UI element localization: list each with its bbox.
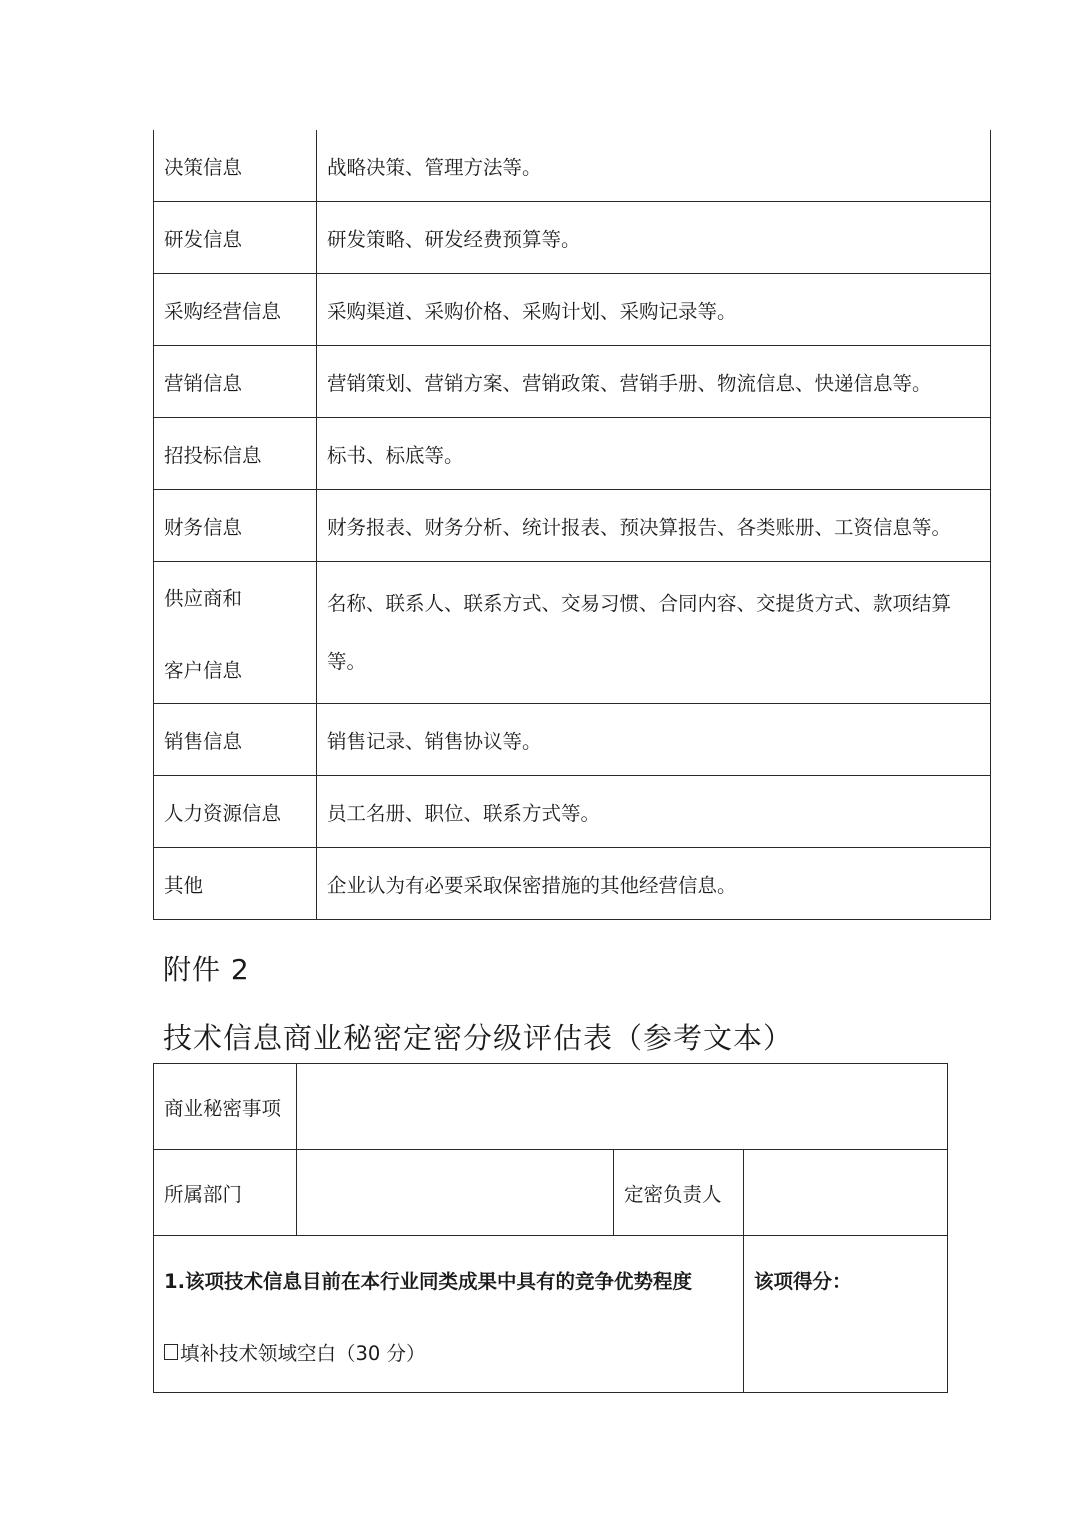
info-description: 员工名册、职位、联系方式等。 [317,776,991,848]
question-1-option-label: 填补技术领域空白（30 分） [180,1342,426,1365]
info-description: 标书、标底等。 [317,418,991,490]
business-info-table [153,130,991,920]
secret-item-label: 商业秘密事项 [154,1064,297,1150]
info-description: 销售记录、销售协议等。 [317,704,991,776]
evaluation-table [153,1063,948,1393]
info-description: 研发策略、研发经费预算等。 [317,202,991,274]
info-description: 营销策划、营销方案、营销政策、营销手册、物流信息、快递信息等。 [317,346,991,418]
info-description: 战略决策、管理方法等。 [317,130,991,202]
department-field[interactable] [297,1150,614,1236]
table-row [154,490,991,562]
table-row [154,848,991,920]
info-category: 人力资源信息 [154,776,317,848]
table-row [154,202,991,274]
info-description [317,562,991,704]
appendix-label: 附件 2 [163,953,250,986]
score-label: 该项得分： [754,1270,852,1293]
info-category: 营销信息 [154,346,317,418]
info-category-line: 供应商和 [164,586,243,610]
info-category: 研发信息 [154,202,317,274]
responsible-field[interactable] [744,1150,948,1236]
info-category: 销售信息 [154,704,317,776]
table-row [154,346,991,418]
info-description: 采购渠道、采购价格、采购计划、采购记录等。 [317,274,991,346]
table-row [154,418,991,490]
table-row [154,704,991,776]
table-row [154,1150,948,1236]
info-category: 其他 [154,848,317,920]
score-cell[interactable] [744,1236,948,1393]
question-1-cell [154,1236,744,1393]
table-row [154,1064,948,1150]
table-row [154,274,991,346]
checkbox-icon[interactable] [164,1344,178,1360]
info-description: 企业认为有必要采取保密措施的其他经营信息。 [317,848,991,920]
info-description-line: 等。 [327,649,367,673]
table-row [154,562,991,704]
document-title: 技术信息商业秘密定密分级评估表（参考文本） [163,1021,794,1055]
info-category [154,562,317,704]
info-category: 财务信息 [154,490,317,562]
info-category: 决策信息 [154,130,317,202]
info-category: 招投标信息 [154,418,317,490]
responsible-label: 定密负责人 [614,1150,744,1236]
question-1-title: 1.该项技术信息目前在本行业同类成果中具有的竞争优势程度 [164,1270,692,1293]
info-category-line: 客户信息 [164,658,243,682]
secret-item-field[interactable] [297,1064,948,1150]
department-label: 所属部门 [154,1150,297,1236]
table-row [154,130,991,202]
question-1-option[interactable] [164,1338,733,1366]
table-row [154,776,991,848]
info-description-line: 名称、联系人、联系方式、交易习惯、合同内容、交提货方式、款项结算 [327,591,952,615]
info-description: 财务报表、财务分析、统计报表、预决算报告、各类账册、工资信息等。 [317,490,991,562]
info-category: 采购经营信息 [154,274,317,346]
table-row [154,1236,948,1393]
